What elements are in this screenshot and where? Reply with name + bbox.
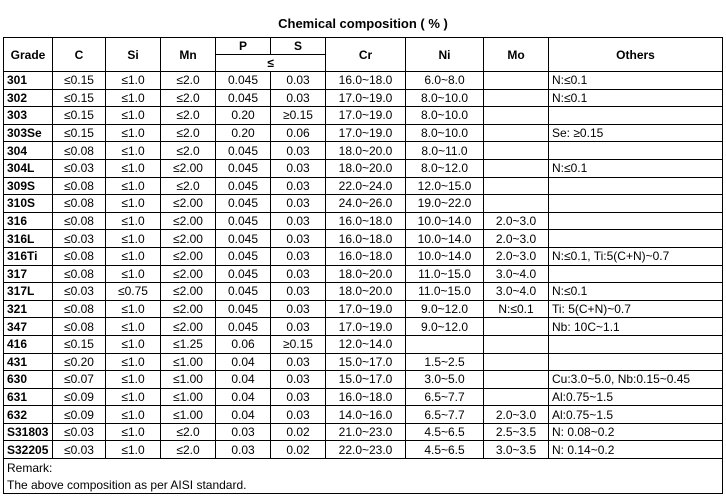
value-cell: 0.045 <box>216 318 271 336</box>
value-cell: ≤1.00 <box>161 406 216 424</box>
value-cell: ≤0.03 <box>53 423 106 441</box>
value-cell: 0.03 <box>271 177 326 195</box>
value-cell: 2.5~3.5 <box>484 423 549 441</box>
value-cell: 0.03 <box>271 371 326 389</box>
value-cell: ≤1.0 <box>106 423 161 441</box>
value-cell: 3.0~5.0 <box>406 371 484 389</box>
value-cell: ≤1.0 <box>106 230 161 248</box>
value-cell: 0.03 <box>271 353 326 371</box>
value-cell: ≤0.03 <box>53 230 106 248</box>
value-cell: N: 0.08~0.2 <box>549 423 723 441</box>
header-mo: Mo <box>484 38 549 72</box>
value-cell: ≤0.08 <box>53 142 106 160</box>
value-cell: ≤1.0 <box>106 406 161 424</box>
value-cell: ≤1.0 <box>106 353 161 371</box>
value-cell: 0.02 <box>271 441 326 459</box>
value-cell: ≤0.08 <box>53 195 106 213</box>
value-cell: 3.0~4.0 <box>484 283 549 301</box>
value-cell: 0.03 <box>271 318 326 336</box>
value-cell <box>549 177 723 195</box>
value-cell: ≤2.00 <box>161 300 216 318</box>
value-cell: ≤1.0 <box>106 107 161 125</box>
table-row <box>4 406 723 424</box>
value-cell: 0.045 <box>216 265 271 283</box>
value-cell <box>549 142 723 160</box>
table-row <box>4 107 723 125</box>
value-cell: 0.03 <box>271 212 326 230</box>
value-cell: 0.045 <box>216 159 271 177</box>
value-cell: 0.04 <box>216 353 271 371</box>
value-cell <box>484 388 549 406</box>
header-si: Si <box>106 38 161 72</box>
value-cell: 17.0~19.0 <box>326 300 406 318</box>
value-cell: N:≤0.1 <box>549 89 723 107</box>
grade-cell: 317 <box>4 265 53 283</box>
value-cell: ≤1.0 <box>106 212 161 230</box>
value-cell: 2.0~3.0 <box>484 247 549 265</box>
grade-cell: S32205 <box>4 441 53 459</box>
value-cell: N:≤0.1 <box>549 159 723 177</box>
value-cell: 6.5~7.7 <box>406 406 484 424</box>
header-max-symbol: ≤ <box>216 55 326 72</box>
value-cell: ≤2.00 <box>161 318 216 336</box>
value-cell: 11.0~15.0 <box>406 283 484 301</box>
header-cr: Cr <box>326 38 406 72</box>
value-cell <box>484 353 549 371</box>
value-cell: 0.03 <box>271 195 326 213</box>
value-cell: 0.045 <box>216 72 271 90</box>
value-cell <box>484 72 549 90</box>
value-cell: 19.0~22.0 <box>406 195 484 213</box>
grade-cell: 309S <box>4 177 53 195</box>
value-cell: 8.0~10.0 <box>406 89 484 107</box>
value-cell: ≤0.09 <box>53 388 106 406</box>
value-cell <box>549 353 723 371</box>
value-cell: ≤1.0 <box>106 159 161 177</box>
value-cell: 3.0~3.5 <box>484 441 549 459</box>
value-cell <box>549 265 723 283</box>
value-cell: 6.5~7.7 <box>406 388 484 406</box>
value-cell: ≤2.0 <box>161 142 216 160</box>
value-cell: 2.0~3.0 <box>484 212 549 230</box>
value-cell: 0.045 <box>216 177 271 195</box>
value-cell: ≤0.08 <box>53 300 106 318</box>
table-row <box>4 230 723 248</box>
value-cell: ≤2.00 <box>161 247 216 265</box>
value-cell: 0.03 <box>216 441 271 459</box>
value-cell <box>549 212 723 230</box>
table-row <box>4 318 723 336</box>
value-cell: ≤0.08 <box>53 265 106 283</box>
table-row <box>4 441 723 459</box>
value-cell: ≤1.0 <box>106 247 161 265</box>
header-ni: Ni <box>406 38 484 72</box>
grade-cell: 321 <box>4 300 53 318</box>
value-cell: ≤0.15 <box>53 107 106 125</box>
value-cell <box>549 230 723 248</box>
value-cell: ≤0.03 <box>53 441 106 459</box>
value-cell: 8.0~11.0 <box>406 142 484 160</box>
value-cell: ≤2.0 <box>161 124 216 142</box>
value-cell: ≤2.0 <box>161 89 216 107</box>
grade-cell: 304 <box>4 142 53 160</box>
value-cell <box>484 335 549 353</box>
value-cell: N:≤0.1 <box>549 283 723 301</box>
grade-cell: S31803 <box>4 423 53 441</box>
table-row <box>4 388 723 406</box>
value-cell: ≤0.75 <box>106 283 161 301</box>
value-cell: 17.0~19.0 <box>326 107 406 125</box>
composition-table <box>3 37 723 494</box>
value-cell: ≤2.00 <box>161 195 216 213</box>
grade-cell: 316L <box>4 230 53 248</box>
value-cell: 16.0~18.0 <box>326 72 406 90</box>
value-cell: 17.0~19.0 <box>326 318 406 336</box>
value-cell: 11.0~15.0 <box>406 265 484 283</box>
value-cell: 0.03 <box>271 89 326 107</box>
grade-cell: 303Se <box>4 124 53 142</box>
value-cell: 0.03 <box>271 300 326 318</box>
value-cell: Se: ≥0.15 <box>549 124 723 142</box>
value-cell: ≤2.0 <box>161 72 216 90</box>
header-p: P <box>216 38 271 55</box>
value-cell: 15.0~17.0 <box>326 353 406 371</box>
value-cell: 0.045 <box>216 300 271 318</box>
value-cell: 0.03 <box>216 423 271 441</box>
value-cell: 6.0~8.0 <box>406 72 484 90</box>
table-title: Chemical composition ( % ) <box>278 16 448 31</box>
table-row <box>4 371 723 389</box>
value-cell: ≤1.0 <box>106 265 161 283</box>
value-cell: 18.0~20.0 <box>326 142 406 160</box>
value-cell: 18.0~20.0 <box>326 265 406 283</box>
table-row <box>4 423 723 441</box>
value-cell: 17.0~19.0 <box>326 89 406 107</box>
value-cell: 0.045 <box>216 195 271 213</box>
grade-cell: 317L <box>4 283 53 301</box>
value-cell <box>484 318 549 336</box>
grade-cell: 431 <box>4 353 53 371</box>
header-c: C <box>53 38 106 72</box>
value-cell: 0.03 <box>271 159 326 177</box>
value-cell: ≤0.03 <box>53 283 106 301</box>
value-cell: 10.0~14.0 <box>406 247 484 265</box>
table-row <box>4 142 723 160</box>
value-cell: 17.0~19.0 <box>326 124 406 142</box>
value-cell: ≤1.0 <box>106 142 161 160</box>
value-cell: Ti: 5(C+N)~0.7 <box>549 300 723 318</box>
table-row <box>4 247 723 265</box>
value-cell <box>484 371 549 389</box>
table-row <box>4 212 723 230</box>
value-cell: 24.0~26.0 <box>326 195 406 213</box>
value-cell <box>484 124 549 142</box>
value-cell: ≤0.03 <box>53 159 106 177</box>
value-cell: ≥0.15 <box>271 107 326 125</box>
value-cell: ≤2.00 <box>161 265 216 283</box>
value-cell: ≤2.0 <box>161 177 216 195</box>
value-cell: 0.03 <box>271 283 326 301</box>
value-cell: 8.0~12.0 <box>406 159 484 177</box>
value-cell: ≤1.0 <box>106 388 161 406</box>
value-cell: ≤1.0 <box>106 300 161 318</box>
grade-cell: 304L <box>4 159 53 177</box>
value-cell: ≤2.00 <box>161 212 216 230</box>
grade-cell: 416 <box>4 335 53 353</box>
value-cell <box>484 107 549 125</box>
value-cell: ≤1.0 <box>106 318 161 336</box>
grade-cell: 347 <box>4 318 53 336</box>
value-cell: ≤0.08 <box>53 318 106 336</box>
value-cell: Al:0.75~1.5 <box>549 406 723 424</box>
table-row <box>4 195 723 213</box>
table-row <box>4 353 723 371</box>
grade-cell: 302 <box>4 89 53 107</box>
grade-cell: 316 <box>4 212 53 230</box>
value-cell: 0.20 <box>216 124 271 142</box>
remark-label: Remark: <box>4 459 723 477</box>
value-cell: 2.0~3.0 <box>484 230 549 248</box>
value-cell: 0.04 <box>216 371 271 389</box>
value-cell: N:≤0.1 <box>484 300 549 318</box>
value-cell: 16.0~18.0 <box>326 247 406 265</box>
value-cell: ≤1.25 <box>161 335 216 353</box>
value-cell: 18.0~20.0 <box>326 283 406 301</box>
value-cell: 0.03 <box>271 247 326 265</box>
remark-text: The above composition as per AISI standard. <box>4 476 723 494</box>
value-cell: 9.0~12.0 <box>406 318 484 336</box>
table-row <box>4 177 723 195</box>
value-cell: 0.03 <box>271 388 326 406</box>
value-cell: ≤1.0 <box>106 124 161 142</box>
value-cell: 22.0~24.0 <box>326 177 406 195</box>
value-cell: ≤2.0 <box>161 441 216 459</box>
value-cell: Al:0.75~1.5 <box>549 388 723 406</box>
value-cell: 8.0~10.0 <box>406 107 484 125</box>
value-cell: ≤2.00 <box>161 159 216 177</box>
value-cell: 1.5~2.5 <box>406 353 484 371</box>
value-cell: ≤2.00 <box>161 283 216 301</box>
value-cell: ≤1.00 <box>161 388 216 406</box>
value-cell: ≤2.0 <box>161 423 216 441</box>
value-cell: ≤0.20 <box>53 353 106 371</box>
value-cell <box>484 177 549 195</box>
value-cell: 0.20 <box>216 107 271 125</box>
table-row <box>4 300 723 318</box>
value-cell <box>549 335 723 353</box>
value-cell <box>484 142 549 160</box>
value-cell: 15.0~17.0 <box>326 371 406 389</box>
value-cell: ≤1.0 <box>106 177 161 195</box>
value-cell: 0.045 <box>216 247 271 265</box>
header-mn: Mn <box>161 38 216 72</box>
value-cell: 0.02 <box>271 423 326 441</box>
value-cell <box>484 89 549 107</box>
value-cell: 0.03 <box>271 142 326 160</box>
value-cell: ≤0.15 <box>53 124 106 142</box>
value-cell: 16.0~18.0 <box>326 230 406 248</box>
table-row <box>4 159 723 177</box>
header-grade: Grade <box>4 38 53 72</box>
value-cell: ≤0.08 <box>53 247 106 265</box>
value-cell: ≤2.0 <box>161 107 216 125</box>
table-row <box>4 265 723 283</box>
value-cell: N:≤0.1, Ti:5(C+N)~0.7 <box>549 247 723 265</box>
value-cell: 14.0~16.0 <box>326 406 406 424</box>
value-cell: N:≤0.1 <box>549 72 723 90</box>
value-cell <box>549 195 723 213</box>
value-cell <box>484 195 549 213</box>
value-cell: 0.06 <box>271 124 326 142</box>
value-cell: ≤1.00 <box>161 353 216 371</box>
value-cell: ≤0.09 <box>53 406 106 424</box>
value-cell: Nb: 10C~1.1 <box>549 318 723 336</box>
grade-cell: 630 <box>4 371 53 389</box>
value-cell: 12.0~15.0 <box>406 177 484 195</box>
value-cell: 0.04 <box>216 406 271 424</box>
value-cell: 10.0~14.0 <box>406 212 484 230</box>
value-cell: ≤1.0 <box>106 441 161 459</box>
value-cell: 8.0~10.0 <box>406 124 484 142</box>
value-cell: ≤0.15 <box>53 89 106 107</box>
value-cell: 12.0~14.0 <box>326 335 406 353</box>
value-cell: ≤1.0 <box>106 89 161 107</box>
value-cell: 2.0~3.0 <box>484 406 549 424</box>
value-cell: 0.045 <box>216 89 271 107</box>
value-cell <box>406 335 484 353</box>
value-cell <box>549 107 723 125</box>
grade-cell: 316Ti <box>4 247 53 265</box>
value-cell: 0.06 <box>216 335 271 353</box>
header-s: S <box>271 38 326 55</box>
grade-cell: 632 <box>4 406 53 424</box>
value-cell: ≤0.08 <box>53 177 106 195</box>
table-row <box>4 89 723 107</box>
grade-cell: 631 <box>4 388 53 406</box>
value-cell: 10.0~14.0 <box>406 230 484 248</box>
value-cell: ≤1.0 <box>106 72 161 90</box>
table-row <box>4 335 723 353</box>
value-cell: 0.04 <box>216 388 271 406</box>
value-cell: ≥0.15 <box>271 335 326 353</box>
value-cell: 0.045 <box>216 230 271 248</box>
value-cell: 0.03 <box>271 72 326 90</box>
value-cell: ≤0.08 <box>53 212 106 230</box>
value-cell: ≤1.0 <box>106 335 161 353</box>
grade-cell: 310S <box>4 195 53 213</box>
value-cell: 0.045 <box>216 283 271 301</box>
value-cell: 21.0~23.0 <box>326 423 406 441</box>
value-cell: 9.0~12.0 <box>406 300 484 318</box>
value-cell: ≤1.0 <box>106 195 161 213</box>
value-cell: 0.03 <box>271 230 326 248</box>
table-row <box>4 283 723 301</box>
grade-cell: 303 <box>4 107 53 125</box>
value-cell: 0.03 <box>271 406 326 424</box>
value-cell: ≤0.15 <box>53 72 106 90</box>
header-others: Others <box>549 38 723 72</box>
value-cell <box>484 159 549 177</box>
value-cell: Cu:3.0~5.0, Nb:0.15~0.45 <box>549 371 723 389</box>
table-row <box>4 124 723 142</box>
value-cell: 0.045 <box>216 212 271 230</box>
value-cell: 16.0~18.0 <box>326 212 406 230</box>
value-cell: 0.045 <box>216 142 271 160</box>
value-cell: ≤1.00 <box>161 371 216 389</box>
table-row <box>4 72 723 90</box>
value-cell: ≤0.07 <box>53 371 106 389</box>
value-cell: 18.0~20.0 <box>326 159 406 177</box>
value-cell: ≤0.15 <box>53 335 106 353</box>
value-cell: 0.03 <box>271 265 326 283</box>
value-cell: 4.5~6.5 <box>406 423 484 441</box>
value-cell: N: 0.14~0.2 <box>549 441 723 459</box>
value-cell: 3.0~4.0 <box>484 265 549 283</box>
value-cell: 22.0~23.0 <box>326 441 406 459</box>
grade-cell: 301 <box>4 72 53 90</box>
value-cell: 4.5~6.5 <box>406 441 484 459</box>
value-cell: 16.0~18.0 <box>326 388 406 406</box>
value-cell: ≤1.0 <box>106 371 161 389</box>
value-cell: ≤2.00 <box>161 230 216 248</box>
